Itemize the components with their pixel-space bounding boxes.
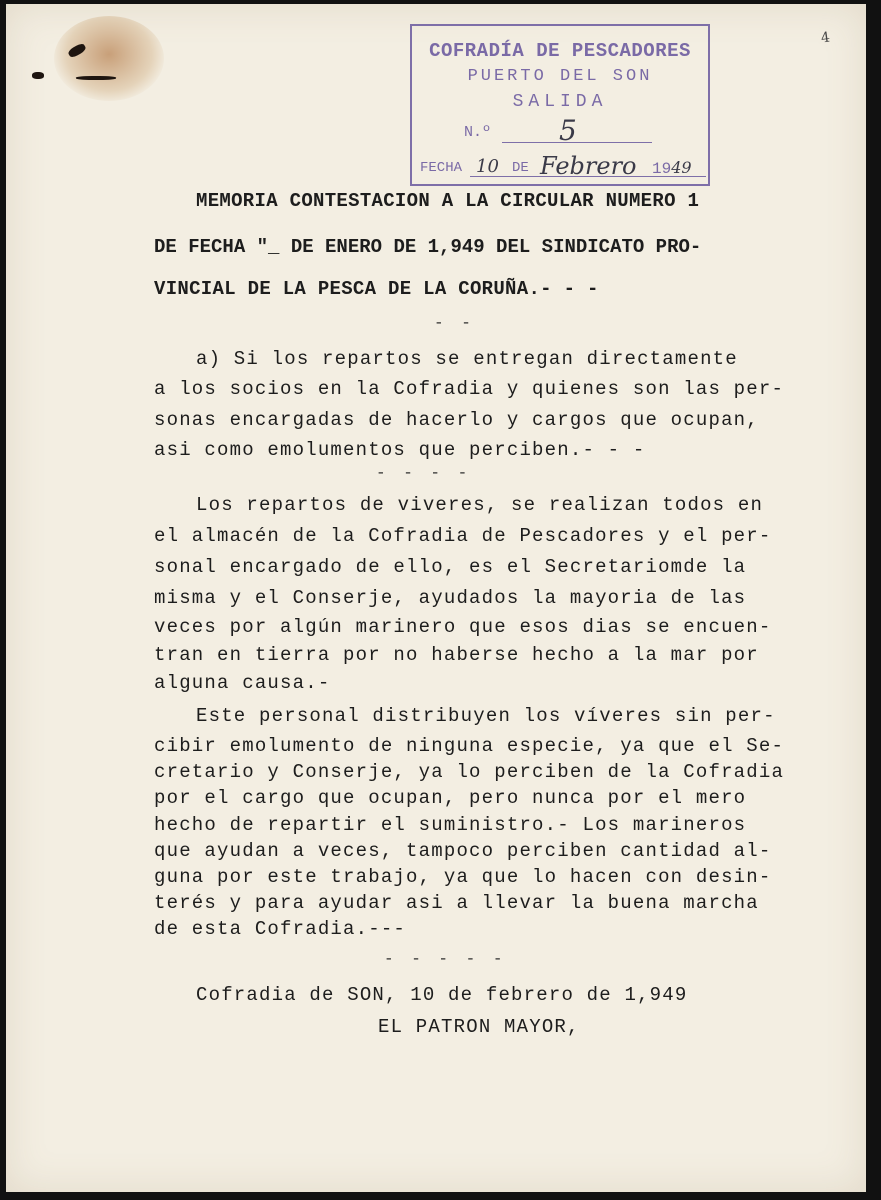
stamp-number-value: 5 (559, 114, 577, 147)
stamp-date-label: FECHA (420, 160, 463, 176)
answer-line: alguna causa.- (154, 672, 331, 694)
answer-line: cibir emolumento de ninguna especie, ya que el Se- (154, 735, 785, 757)
answer-line: tran en tierra por no haberse hecho a la mar por (154, 644, 759, 666)
answer-line: Este personal distribuyen los víveres sin per- (196, 705, 776, 727)
document-page (6, 4, 866, 1192)
stamp-type: SALIDA (512, 92, 608, 112)
answer-line: que ayudan a veces, tampoco perciben cantidad al- (154, 840, 772, 862)
answer-line: sonal encargado de ello, es el Secretariomde la (154, 556, 747, 578)
typed-text (6, 4, 866, 1038)
answer-line: veces por algún marinero que esos dias se encuen- (154, 616, 772, 638)
stamp-date-month: Febrero (540, 152, 637, 180)
separator: - - - - - (384, 950, 507, 968)
answer-line: hecho de repartir el suministro.- Los marineros (154, 814, 747, 836)
separator: - - (434, 314, 475, 332)
answer-line: Los repartos de viveres, se realizan todos en (196, 494, 764, 516)
stamp-year-handwritten: 49 (671, 158, 692, 177)
stamp-year-printed: 19 (652, 160, 672, 178)
stamp-date-de: DE (512, 160, 529, 176)
answer-line: cretario y Conserje, ya lo perciben de la Cofradia (154, 761, 785, 783)
title-line: VINCIAL DE LA PESCA DE LA CORUÑA.- - - (154, 278, 599, 300)
answer-line: de esta Cofradia.--- (154, 918, 407, 940)
signature-title: EL PATRON MAYOR, (378, 1016, 580, 1038)
answer-line: terés y para ayudar asi a llevar la buena marcha (154, 892, 759, 914)
stamp-number-label: N.º (464, 124, 492, 141)
answer-line: misma y el Conserje, ayudados la mayoria de las (154, 587, 747, 609)
answer-line: por el cargo que ocupan, pero nunca por el mero (154, 787, 747, 809)
separator: - - - - (376, 464, 472, 482)
corner-mark: 4 (820, 29, 832, 47)
question-line: a) Si los repartos se entregan directamente (196, 348, 738, 370)
closing-place-date: Cofradia de SON, 10 de febrero de 1,949 (196, 984, 688, 1006)
stamp-date-day: 10 (476, 156, 499, 177)
answer-line: guna por este trabajo, ya que lo hacen con desin- (154, 866, 772, 888)
question-line: asi como emolumentos que perciben.- - - (154, 439, 646, 461)
stamp-port: PUERTO DEL SON (467, 67, 653, 86)
title-line: MEMORIA CONTESTACION A LA CIRCULAR NUMERO 1 (196, 190, 700, 212)
answer-line: el almacén de la Cofradia de Pescadores y el per- (154, 525, 772, 547)
question-line: sonas encargadas de hacerlo y cargos que ocupan, (154, 409, 759, 431)
stamp-organization: COFRADÍA DE PESCADORES (429, 40, 691, 62)
question-line: a los socios en la Cofradia y quienes son las per- (154, 378, 785, 400)
title-line: DE FECHA "_ DE ENERO DE 1,949 DEL SINDICATO PRO- (154, 236, 702, 258)
